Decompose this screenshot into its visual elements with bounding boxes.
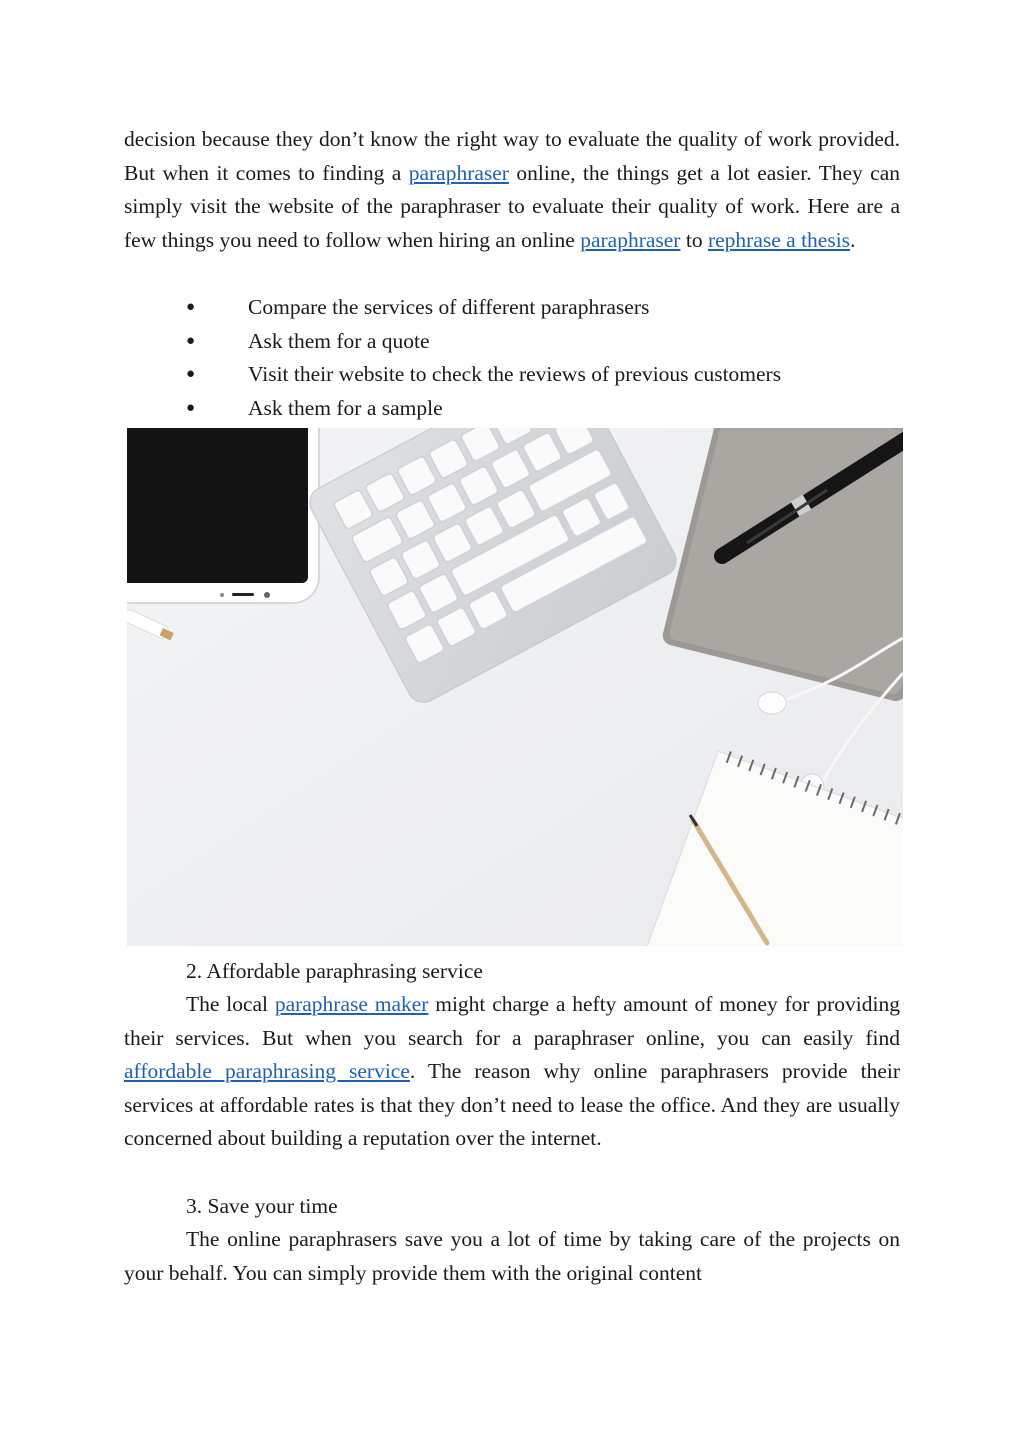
intro-text-4: . [850, 227, 856, 252]
list-item [124, 291, 900, 325]
affordable-paraphrasing-service-link[interactable]: affordable paraphrasing service [124, 1059, 410, 1083]
tips-list [124, 291, 900, 425]
list-item-text: Visit their website to check the reviews of previous customers [248, 362, 782, 386]
intro-text-3: to [680, 227, 708, 252]
bullet-icon: ● [186, 366, 196, 382]
list-item-text: Ask them for a quote [248, 328, 430, 353]
section-3-heading: 3. Save your time [186, 1194, 338, 1218]
section-2-text-2: might charge a hefty amount of money for providing their services. But when you search for a paraphraser online, you can easily find [124, 992, 900, 1050]
section-2-heading: 2. Affordable paraphrasing service [186, 959, 483, 983]
bullet-icon: ● [186, 332, 196, 349]
rephrase-thesis-link[interactable]: rephrase a thesis [707, 227, 851, 252]
paraphraser-link[interactable]: paraphraser [408, 160, 509, 185]
list-item-text: Compare the services of different paraphrasers [248, 295, 650, 319]
desk-photo [127, 428, 903, 946]
intro-text-1: decision because they don’t know the right way to evaluate the quality of work provided. But when it comes to finding a [124, 127, 900, 185]
section-2-paragraph [124, 988, 900, 1156]
section-3-paragraph: The online paraphrasers save you a lot of time by taking care of the projects on your behalf. You can simply provide them with the original content [124, 1227, 900, 1285]
list-item [124, 358, 900, 392]
bullet-icon: ● [186, 399, 196, 416]
list-item-text: Ask them for a sample [248, 395, 443, 420]
paraphraser-link-2[interactable]: paraphraser [580, 227, 681, 252]
bullet-icon: ● [186, 299, 196, 315]
paraphrase-maker-link[interactable]: paraphrase maker [274, 992, 429, 1016]
intro-text-2: online, the things get a lot easier. They can simply visit the website of the paraphraser to evaluate their quality of work. Here are a few things you need to follow when hiring an online [124, 160, 900, 252]
list-item [124, 325, 900, 359]
smartphone-icon [127, 428, 319, 603]
intro-paragraph [124, 123, 900, 257]
section-2-text-1: The local [186, 992, 275, 1016]
list-item [124, 392, 900, 426]
section-2-text-3: . The reason why online paraphrasers provide their services at affordable rates is that they don’t need to lease the office. And they are usually concerned about building a reputation over the internet. [124, 1059, 900, 1150]
